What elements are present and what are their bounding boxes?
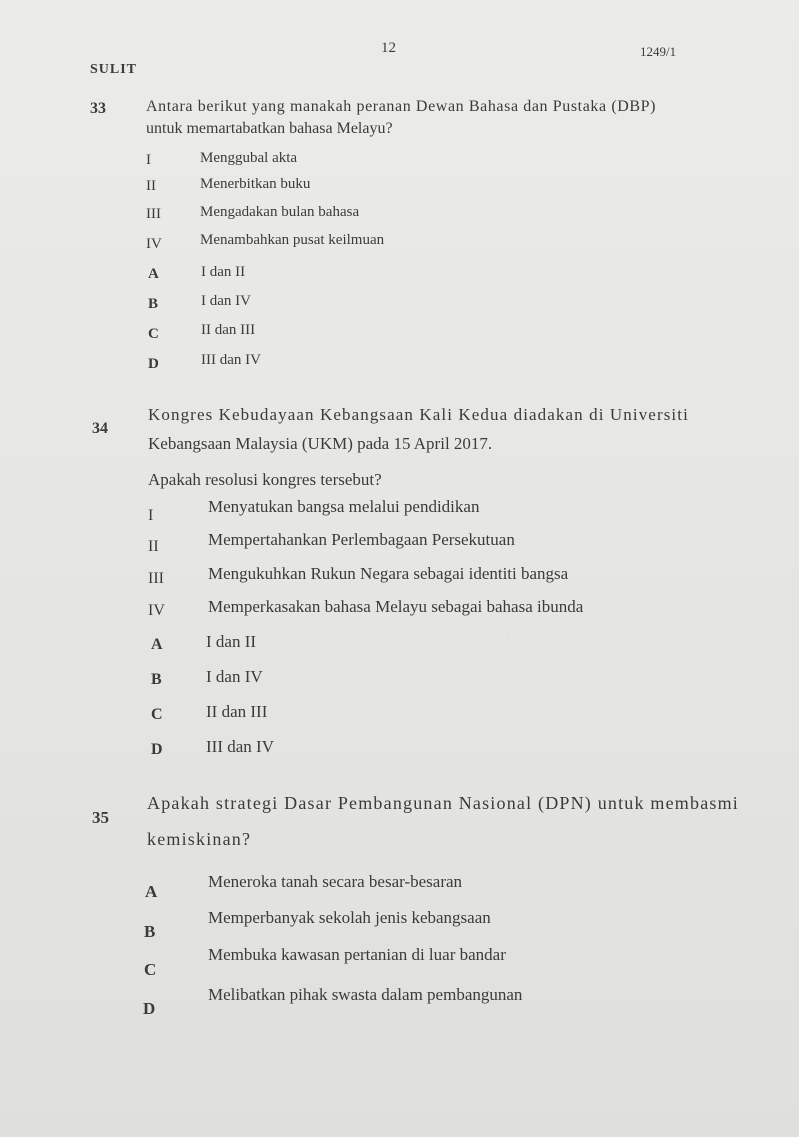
option-text[interactable]: III dan IV bbox=[201, 352, 261, 368]
item-text: Mengukuhkan Rukun Negara sebagai identiti bangsa bbox=[208, 564, 569, 583]
question-number: 35 bbox=[92, 808, 109, 827]
option-text[interactable]: II dan III bbox=[206, 702, 268, 721]
option-letter[interactable]: C bbox=[151, 706, 163, 723]
item-roman: II bbox=[146, 178, 156, 194]
option-letter[interactable]: D bbox=[148, 356, 159, 372]
question-text-line1: Antara berikut yang manakah peranan Dewan Bahasa dan Pustaka (DBP) bbox=[146, 98, 657, 115]
question-number: 33 bbox=[90, 100, 106, 117]
item-roman: IV bbox=[146, 236, 162, 252]
option-letter[interactable]: A bbox=[148, 266, 159, 282]
option-letter[interactable]: D bbox=[151, 741, 163, 758]
item-roman: III bbox=[146, 206, 161, 222]
item-roman: IV bbox=[148, 602, 165, 619]
option-letter[interactable]: B bbox=[148, 296, 159, 312]
option-text[interactable]: Melibatkan pihak swasta dalam pembangunan bbox=[208, 985, 523, 1004]
item-text: Mempertahankan Perlembagaan Persekutuan bbox=[208, 530, 515, 549]
item-roman: I bbox=[148, 507, 154, 524]
item-text: Menambahkan pusat keilmuan bbox=[200, 232, 385, 248]
question-text-line2: kemiskinan? bbox=[147, 829, 252, 849]
option-text[interactable]: Membuka kawasan pertanian di luar bandar bbox=[208, 945, 506, 964]
option-letter[interactable]: C bbox=[148, 326, 159, 342]
item-roman: III bbox=[148, 570, 164, 587]
question-number: 34 bbox=[92, 420, 108, 437]
option-text[interactable]: Meneroka tanah secara besar-besaran bbox=[208, 872, 463, 891]
option-text[interactable]: I dan IV bbox=[201, 293, 251, 309]
question-text-line3: Apakah resolusi kongres tersebut? bbox=[148, 470, 382, 489]
option-letter[interactable]: B bbox=[151, 671, 162, 688]
option-text[interactable]: I dan II bbox=[206, 632, 257, 651]
question-text-line1: Kongres Kebudayaan Kebangsaan Kali Kedua diadakan di Universiti bbox=[148, 405, 689, 424]
option-letter[interactable]: B bbox=[144, 922, 156, 941]
option-letter[interactable]: C bbox=[144, 960, 157, 979]
option-text[interactable]: I dan II bbox=[201, 264, 246, 280]
paper-code: 1249/1 bbox=[640, 44, 677, 59]
item-text: Menggubal akta bbox=[200, 150, 298, 166]
page-number: 12 bbox=[381, 40, 396, 56]
classification-label: SULIT bbox=[90, 62, 138, 77]
option-text[interactable]: III dan IV bbox=[206, 737, 274, 756]
question-text-line2: untuk memartabatkan bahasa Melayu? bbox=[146, 120, 393, 137]
option-text[interactable]: II dan III bbox=[201, 322, 256, 338]
item-text: Menerbitkan buku bbox=[200, 176, 311, 192]
option-text[interactable]: I dan IV bbox=[206, 667, 263, 686]
item-text: Mengadakan bulan bahasa bbox=[200, 204, 360, 220]
question-text-line2: Kebangsaan Malaysia (UKM) pada 15 April 2017. bbox=[148, 434, 493, 453]
option-letter[interactable]: A bbox=[145, 882, 158, 901]
option-letter[interactable]: A bbox=[151, 636, 163, 653]
option-letter[interactable]: D bbox=[143, 999, 156, 1018]
option-text[interactable]: Memperbanyak sekolah jenis kebangsaan bbox=[208, 908, 491, 927]
item-text: Menyatukan bangsa melalui pendidikan bbox=[208, 497, 480, 516]
item-roman: I bbox=[146, 152, 151, 168]
question-text-line1: Apakah strategi Dasar Pembangunan Nasional (DPN) untuk membasmi bbox=[147, 793, 739, 813]
item-text: Memperkasakan bahasa Melayu sebagai bahasa ibunda bbox=[208, 597, 584, 616]
item-roman: II bbox=[148, 538, 159, 555]
